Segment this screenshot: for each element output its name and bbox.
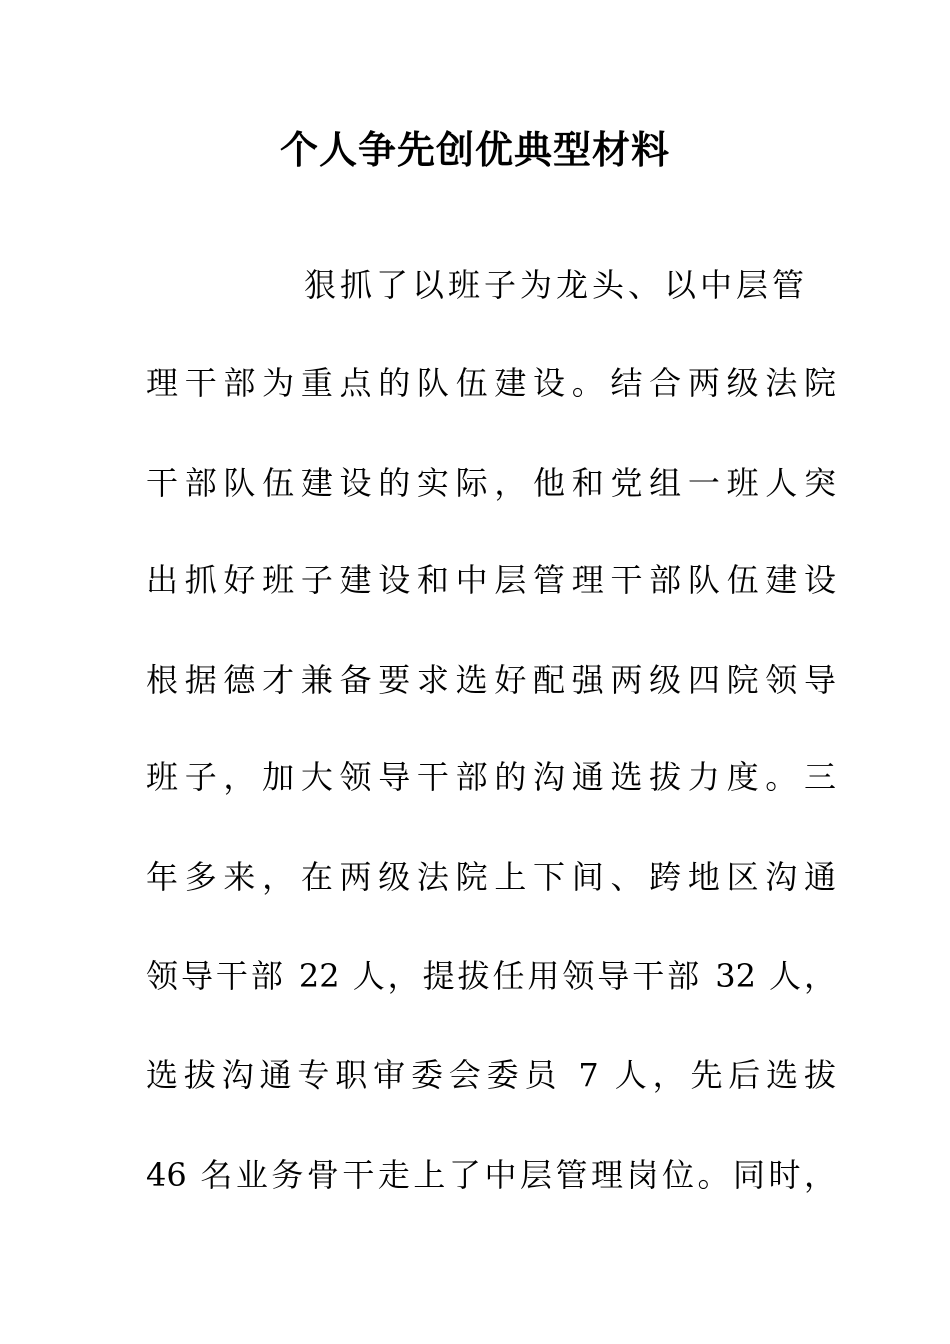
paragraph-line: 狠抓了以班子为龙头、以中层管 [304,266,804,304]
document-title: 个人争先创优典型材料 [279,127,670,172]
paragraph-line: 出抓好班子建设和中层管理干部队伍建设 [146,561,836,599]
paragraph-line: 根据德才兼备要求选好配强两级四院领导 [146,661,836,699]
paragraph-line: 班子，加大领导干部的沟通选拔力度。三 [146,758,836,796]
paragraph-line: 干部队伍建设的实际，他和党组一班人突 [146,464,836,502]
paragraph-line: 领导干部 22 人，提拔任用领导干部 32 人， [146,957,836,995]
paragraph-line: 46 名业务骨干走上了中层管理岗位。同时， [146,1156,836,1194]
paragraph-line: 理干部为重点的队伍建设。结合两级法院 [146,364,836,402]
paragraph-line: 选拔沟通专职审委会委员 7 人，先后选拔 [146,1056,836,1094]
paragraph-line: 年多来，在两级法院上下间、跨地区沟通 [146,858,836,896]
